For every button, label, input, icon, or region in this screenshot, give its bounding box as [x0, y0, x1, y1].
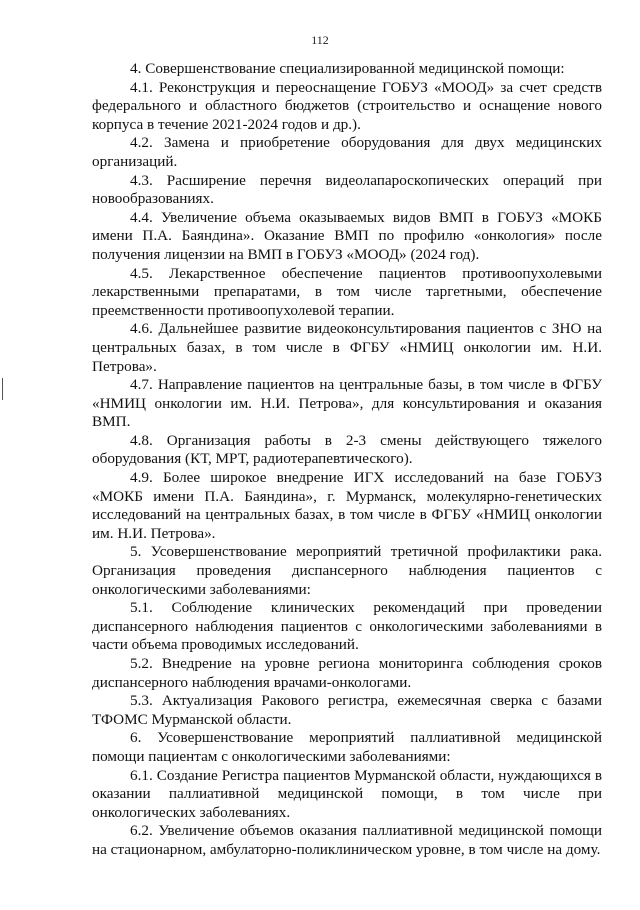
- document-body: [92, 60, 602, 860]
- paragraph-5-1: 5.1. Соблюдение клинических рекомендаций при проведении диспансерного наблюдения пациентов с онкологическими заболеваниями в части объема проводимых исследований.: [92, 599, 602, 654]
- paragraph-4-7: 4.7. Направление пациентов на центральные базы, в том числе в ФГБУ «НМИЦ онкологии им. Н.И. Петрова», для консультирования и оказания ВМП.: [92, 376, 602, 431]
- paragraph-5-2: 5.2. Внедрение на уровне региона мониторинга соблюдения сроков диспансерного наблюдения врачами-онкологами.: [92, 655, 602, 691]
- paragraph-5-3: 5.3. Актуализация Ракового регистра, ежемесячная сверка с базами ТФОМС Мурманской области.: [92, 692, 602, 728]
- paragraph-6: 6. Усовершенствование мероприятий паллиативной медицинской помощи пациентам с онкологическими заболеваниями:: [92, 729, 602, 765]
- paragraph-4-5: 4.5. Лекарственное обеспечение пациентов противоопухолевыми лекарственными препаратами, в том числе таргетными, обеспечение преемственности противоопухолевой терапии.: [92, 264, 602, 319]
- paragraph-4: 4. Совершенствование специализированной медицинской помощи:: [130, 60, 565, 77]
- paragraph-4-1: 4.1. Реконструкция и переоснащение ГОБУЗ «МООД» за счет средств федерального и областного бюджетов (строительство и оснащение нового корпуса в течение 2021-2024 годов и др.).: [92, 78, 602, 133]
- paragraph-6-2: 6.2. Увеличение объемов оказания паллиативной медицинской помощи на стационарном, амбулаторно-поликлиническом уровне, в том числе на дому.: [92, 822, 602, 858]
- paragraph-5: 5. Усовершенствование мероприятий третичной профилактики рака. Организация проведения диспансерного наблюдения пациентов с онкологическими заболеваниями:: [92, 543, 602, 598]
- paragraph-6-1: 6.1. Создание Регистра пациентов Мурманской области, нуждающихся в оказании паллиативной медицинской помощи, в том числе при онкологических заболеваниях.: [92, 766, 602, 821]
- page-number: 112: [311, 33, 329, 47]
- scan-edge-mark: [2, 378, 3, 400]
- paragraph-4-9: 4.9. Более широкое внедрение ИГХ исследований на базе ГОБУЗ «МОКБ имени П.А. Баяндина», г. Мурманск, молекулярно-генетических исследований на центральных базах, в том числе в ФГБУ «НМИЦ онкологии им. Н.И. Петрова».: [92, 469, 602, 542]
- paragraph-4-4: 4.4. Увеличение объема оказываемых видов ВМП в ГОБУЗ «МОКБ имени П.А. Баяндина». Оказание ВМП по профилю «онкология» после получения лицензии на ВМП в ГОБУЗ «МООД» (2024 год).: [92, 208, 602, 263]
- paragraph-4-6: 4.6. Дальнейшее развитие видеоконсультирования пациентов с ЗНО на центральных базах, в том числе в ФГБУ «НМИЦ онкологии им. Н.И. Петрова».: [92, 320, 602, 375]
- paragraph-4-2: 4.2. Замена и приобретение оборудования для двух медицинских организаций.: [92, 134, 602, 170]
- paragraph-4-8: 4.8. Организация работы в 2-3 смены действующего тяжелого оборудования (КТ, МРТ, радиотерапевтического).: [92, 431, 602, 468]
- paragraph-4-3: 4.3. Расширение перечня видеолапароскопических операций при новообразованиях.: [92, 171, 602, 208]
